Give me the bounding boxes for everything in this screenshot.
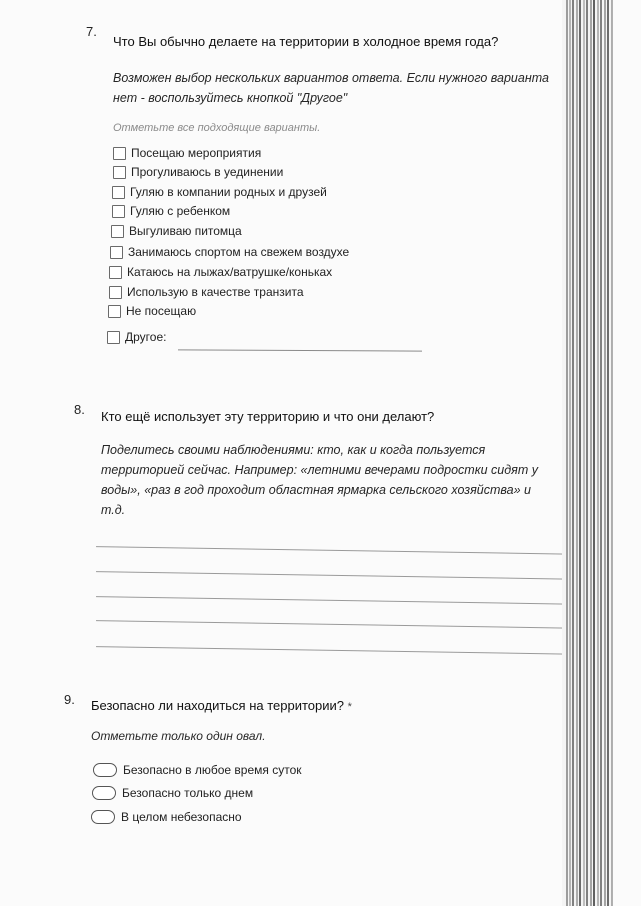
q7-option-label: Гуляю в компании родных и друзей xyxy=(130,185,327,199)
q8-hint-line-4: т.д. xyxy=(101,503,126,517)
q7-option[interactable] xyxy=(109,265,332,279)
q8-hint xyxy=(101,440,581,520)
radio-oval[interactable] xyxy=(93,763,117,777)
checkbox[interactable] xyxy=(107,331,120,344)
q7-number: 7. xyxy=(86,24,97,39)
q7-option[interactable] xyxy=(113,146,261,160)
q7-option[interactable] xyxy=(110,245,349,259)
q7-hint-line-1: Возможен выбор нескольких вариантов ответа. Если нужного варианта xyxy=(113,71,549,85)
q9-title xyxy=(91,698,352,713)
q9-option-label: Безопасно только днем xyxy=(122,786,254,800)
q7-option-label: Гуляю с ребенком xyxy=(130,204,231,218)
checkbox[interactable] xyxy=(112,186,125,199)
checkbox[interactable] xyxy=(113,147,126,160)
checkbox[interactable] xyxy=(108,305,121,318)
q7-option-label: Не посещаю xyxy=(126,304,197,318)
checkbox[interactable] xyxy=(111,225,124,238)
q7-option[interactable] xyxy=(112,204,230,218)
q8-hint-line-2: территорией сейчас. Например: «летними вечерами подростки сидят у xyxy=(101,463,538,477)
scan-binding-edge xyxy=(562,0,622,906)
q9-title-text: Безопасно ли находиться на территории? xyxy=(91,698,345,713)
radio-oval[interactable] xyxy=(91,810,115,824)
q7-option-label: Выгуливаю питомца xyxy=(129,224,242,238)
q7-other-option[interactable] xyxy=(107,330,166,344)
q8-answer-line[interactable] xyxy=(96,546,582,555)
q9-instruction: Отметьте только один овал. xyxy=(91,729,266,743)
q7-option[interactable] xyxy=(108,304,196,318)
q9-option[interactable] xyxy=(92,786,253,800)
q8-title: Кто ещё использует эту территорию и что они делают? xyxy=(101,409,435,424)
q7-option-label: Посещаю мероприятия xyxy=(131,146,262,160)
q7-option[interactable] xyxy=(109,285,304,299)
q9-option-label: В целом небезопасно xyxy=(121,810,242,824)
q8-hint-line-3: воды», «раз в год проходит областная ярмарка сельского хозяйства» и xyxy=(101,483,531,497)
q7-option-label: Использую в качестве транзита xyxy=(127,285,304,299)
checkbox[interactable] xyxy=(109,286,122,299)
q7-option-label: Прогуливаюсь в уединении xyxy=(131,165,284,179)
q7-option-label: Катаюсь на лыжах/ватрушке/коньках xyxy=(127,265,333,279)
radio-oval[interactable] xyxy=(92,786,116,800)
q8-answer-line[interactable] xyxy=(96,646,582,655)
q9-number: 9. xyxy=(64,692,75,707)
q7-instruction: Отметьте все подходящие варианты. xyxy=(113,122,321,134)
checkbox[interactable] xyxy=(113,166,126,179)
q7-option[interactable] xyxy=(113,165,283,179)
q7-hint xyxy=(113,68,583,108)
q9-option-label: Безопасно в любое время суток xyxy=(123,763,302,777)
q7-other-input-line[interactable] xyxy=(178,349,422,351)
checkbox[interactable] xyxy=(112,205,125,218)
q7-option-label: Занимаюсь спортом на свежем воздухе xyxy=(128,245,350,259)
checkbox[interactable] xyxy=(110,246,123,259)
checkbox[interactable] xyxy=(109,266,122,279)
q7-other-label: Другое: xyxy=(125,330,167,344)
q9-option[interactable] xyxy=(91,810,242,824)
q7-title: Что Вы обычно делаете на территории в холодное время года? xyxy=(113,34,499,49)
q8-hint-line-1: Поделитесь своими наблюдениями: кто, как и когда пользуется xyxy=(101,443,486,457)
q7-option[interactable] xyxy=(111,224,242,238)
q8-answer-line[interactable] xyxy=(96,596,582,605)
q9-required-asterisk: * xyxy=(347,701,352,713)
q8-answer-line[interactable] xyxy=(96,620,582,629)
q7-hint-line-2: нет - воспользуйтесь кнопкой "Другое" xyxy=(113,91,348,105)
q7-option[interactable] xyxy=(112,185,327,199)
q9-option[interactable] xyxy=(93,763,302,777)
q8-answer-line[interactable] xyxy=(96,571,582,580)
q8-number: 8. xyxy=(74,402,85,417)
